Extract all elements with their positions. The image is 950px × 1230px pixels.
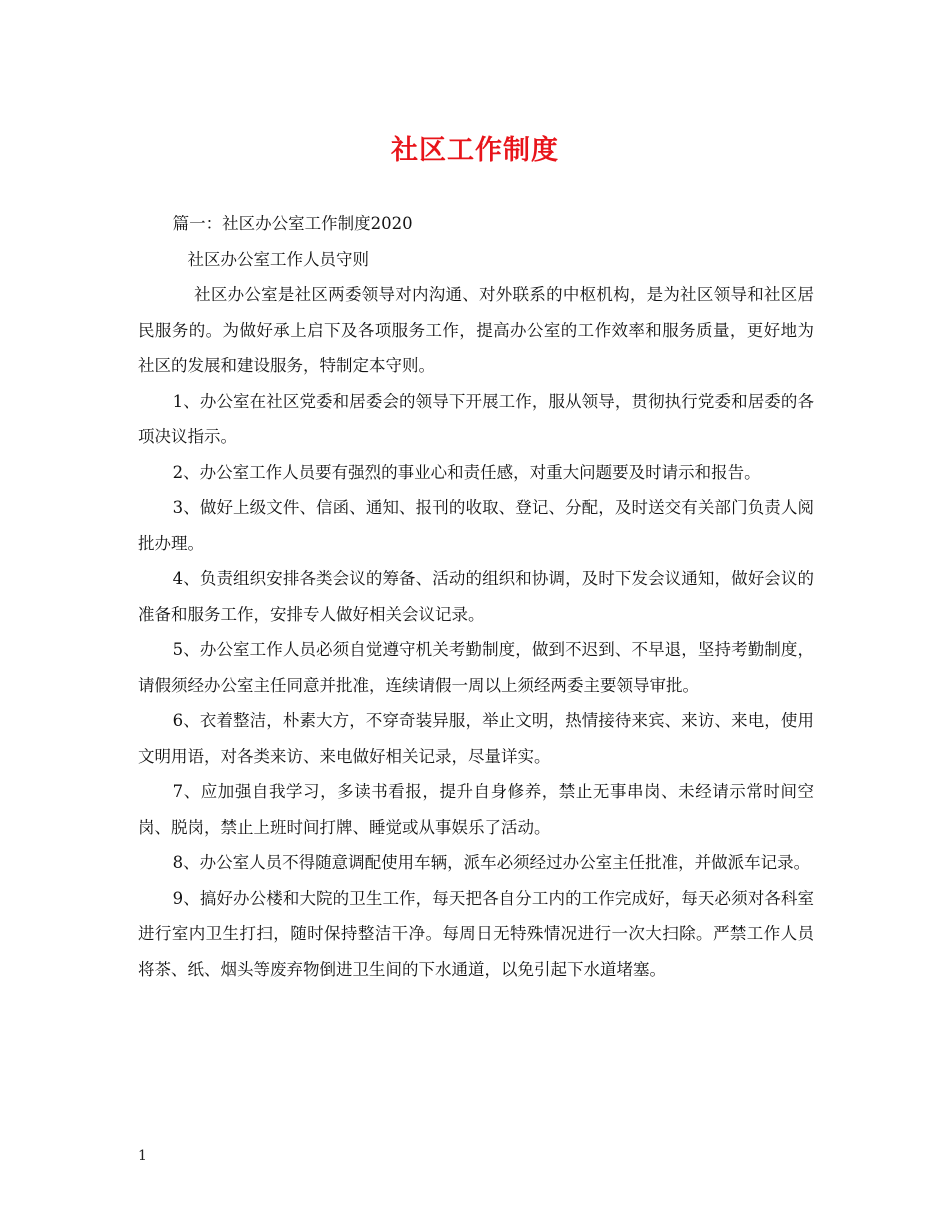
rule-item-5: 5、办公室工作人员必须自觉遵守机关考勤制度，做到不迟到、不早退，坚持考勤制度，请假须经办公室主任同意并批准，连续请假一周以上须经两委主要领导审批。 xyxy=(138,640,814,695)
rule-item-4: 4、负责组织安排各类会议的筹备、活动的组织和协调，及时下发会议通知，做好会议的准备和服务工作，安排专人做好相关会议记录。 xyxy=(138,569,814,624)
rule-item-6: 6、衣着整洁，朴素大方，不穿奇装异服，举止文明，热情接待来宾、来访、来电，使用文明用语，对各类来访、来电做好相关记录，尽量详实。 xyxy=(138,711,814,766)
rule-item-9: 9、搞好办公楼和大院的卫生工作，每天把各自分工内的工作完成好，每天必须对各科室进行室内卫生打扫，随时保持整洁干净。每周日无特殊情况进行一次大扫除。严禁工作人员将茶、纸、烟头等废弃物倒进卫生间的下水通道，以免引起下水道堵塞。 xyxy=(138,888,814,979)
document-title: 社区工作制度 xyxy=(391,135,559,166)
section-subheading: 社区办公室工作人员守则 xyxy=(187,249,369,269)
rule-item-8: 8、办公室人员不得随意调配使用车辆，派车必须经过办公室主任批准，并做派车记录。 xyxy=(172,853,811,872)
rule-item-2: 2、办公室工作人员要有强烈的事业心和责任感，对重大问题要及时请示和报告。 xyxy=(172,462,761,482)
rule-item-3: 3、做好上级文件、信函、通知、报刊的收取、登记、分配，及时送交有关部门负责人阅批办理。 xyxy=(138,498,814,553)
rule-item-7: 7、应加强自我学习，多读书看报，提升自身修养，禁止无事串岗、未经请示常时间空岗、脱岗，禁止上班时间打牌、睡觉或从事娱乐了活动。 xyxy=(138,782,814,837)
page-number: 1 xyxy=(138,1148,147,1164)
rule-item-1: 1、办公室在社区党委和居委会的领导下开展工作，服从领导，贯彻执行党委和居委的各项决议指示。 xyxy=(138,391,814,446)
intro-paragraph: 社区办公室是社区两委领导对内沟通、对外联系的中枢机构，是为社区领导和社区居民服务的。为做好承上启下及各项服务工作，提高办公室的工作效率和服务质量，更好地为社区的发展和建设服务，特制定本守则。 xyxy=(138,285,814,375)
document-body xyxy=(138,206,814,987)
section-heading: 篇一：社区办公室工作制度2020 xyxy=(172,214,413,233)
